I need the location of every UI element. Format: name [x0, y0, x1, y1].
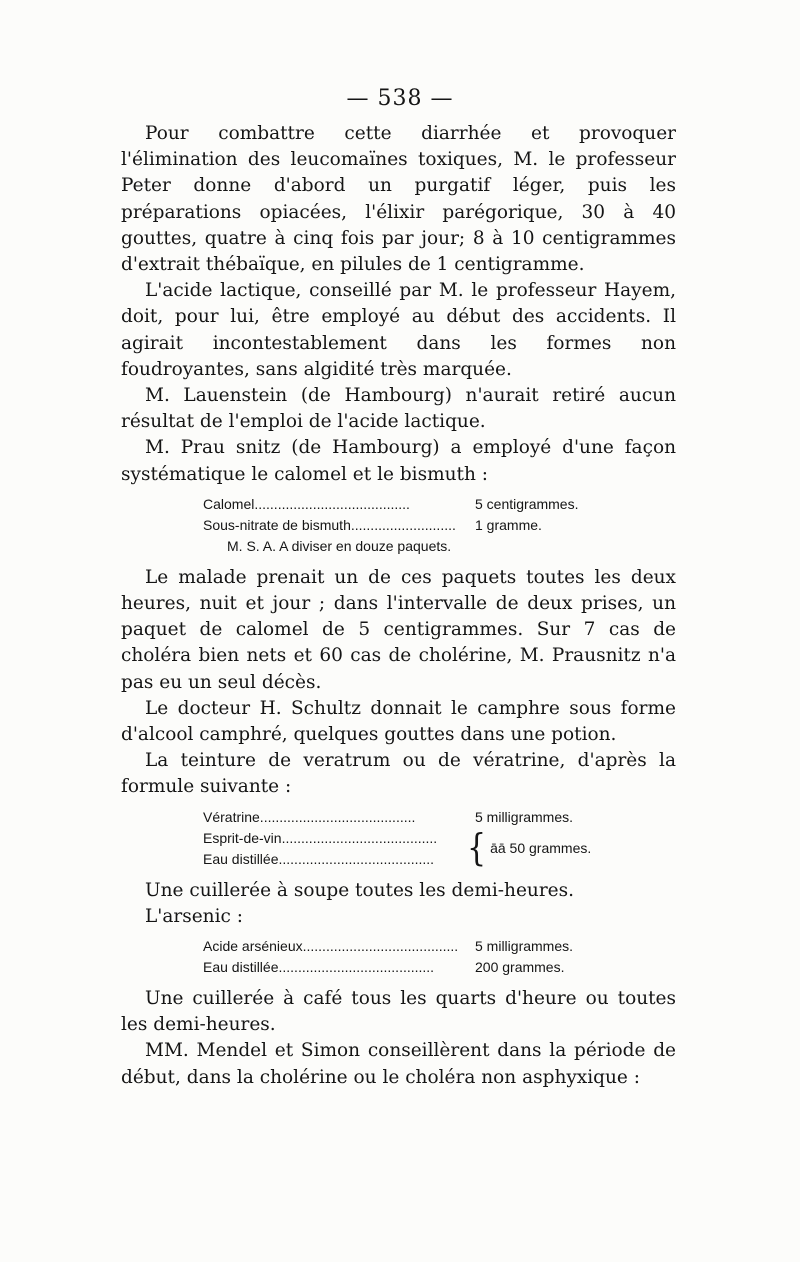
- instruction-text: M. S. A. A diviser en douze paquets.: [227, 537, 452, 554]
- page-number: — 538 —: [346, 86, 454, 111]
- paragraph: Pour combattre cette diarrhée et provoquer l'élimination des leucomaïnes toxiques, M. le professeur Peter donne d'abord un purgatif léger, puis les préparations opiacées, l'élixir parégorique, 30 à 40 gouttes, quatre à cinq fois par jour; 8 à 10 centigrammes d'extrait thébaïque, en pilules de 1 centigramme.: [121, 123, 676, 276]
- prescription-instructions: [121, 536, 676, 557]
- paragraph: Une cuillerée à café tous les quarts d'heure ou toutes les demi-heures.: [121, 988, 676, 1036]
- prescription-row: [121, 957, 676, 978]
- prescription-row: [121, 515, 676, 536]
- ingredient-quantity: 5 milligrammes.: [475, 938, 574, 955]
- prescription-arsenic: [121, 936, 676, 978]
- paragraph: La teinture de veratrum ou de vératrine, d'après la formule suivante :: [121, 750, 676, 798]
- ingredient-quantity: 200 grammes.: [475, 959, 565, 976]
- ingredient-name: Eau distillée........................................: [203, 850, 435, 867]
- ingredient-quantity: āā 50 grammes.: [490, 840, 592, 857]
- ingredient-name: Esprit-de-vin........................................: [203, 829, 438, 846]
- ingredient-name: Eau distillée........................................: [203, 959, 435, 976]
- paragraph: MM. Mendel et Simon conseillèrent dans la période de début, dans la cholérine ou le choléra non asphyxique :: [121, 1040, 676, 1088]
- paragraph: L'arsenic :: [145, 905, 243, 927]
- ingredient-name: Calomel........................................: [203, 495, 410, 512]
- ingredient-quantity: 1 gramme.: [475, 516, 542, 533]
- paragraph: L'acide lactique, conseillé par M. le professeur Hayem, doit, pour lui, être employé au début des accidents. Il agirait incontestablement dans les formes non foudroyantes, sans algidité très marquée.: [121, 280, 676, 380]
- paragraph: Le docteur H. Schultz donnait le camphre sous forme d'alcool camphré, quelques gouttes dans une potion.: [121, 697, 676, 746]
- prescription-calomel-bismuth: [121, 494, 676, 557]
- paragraph: Une cuillerée à soupe toutes les demi-heures.: [145, 879, 574, 901]
- body-text: [121, 121, 676, 1091]
- ingredient-name: Acide arsénieux........................................: [203, 938, 459, 955]
- brace-group: [121, 828, 676, 870]
- ingredient-quantity: 5 centigrammes.: [475, 495, 579, 512]
- ingredient-name: Sous-nitrate de bismuth...........................: [203, 516, 456, 533]
- ingredient-name: Vératrine........................................: [203, 808, 416, 825]
- prescription-row: [121, 936, 676, 957]
- paragraph: Le malade prenait un de ces paquets toutes les deux heures, nuit et jour ; dans l'intervalle de deux prises, un paquet de calomel de 5 centigrammes. Sur 7 cas de choléra bien nets et 60 cas de cholérine, M. Prausnitz n'a pas eu un seul décès.: [121, 566, 676, 693]
- paragraph: M. Lauenstein (de Hambourg) n'aurait retiré aucun résultat de l'emploi de l'acide lactique.: [121, 385, 676, 433]
- brace-symbol: {: [467, 826, 487, 870]
- ingredient-quantity: 5 milligrammes.: [475, 808, 574, 825]
- prescription-row: [121, 494, 676, 515]
- prescription-row: [121, 807, 676, 828]
- prescription-veratrine: [121, 807, 676, 870]
- paragraph: M. Prau snitz (de Hambourg) a employé d'une façon systématique le calomel et le bismuth :: [121, 437, 676, 485]
